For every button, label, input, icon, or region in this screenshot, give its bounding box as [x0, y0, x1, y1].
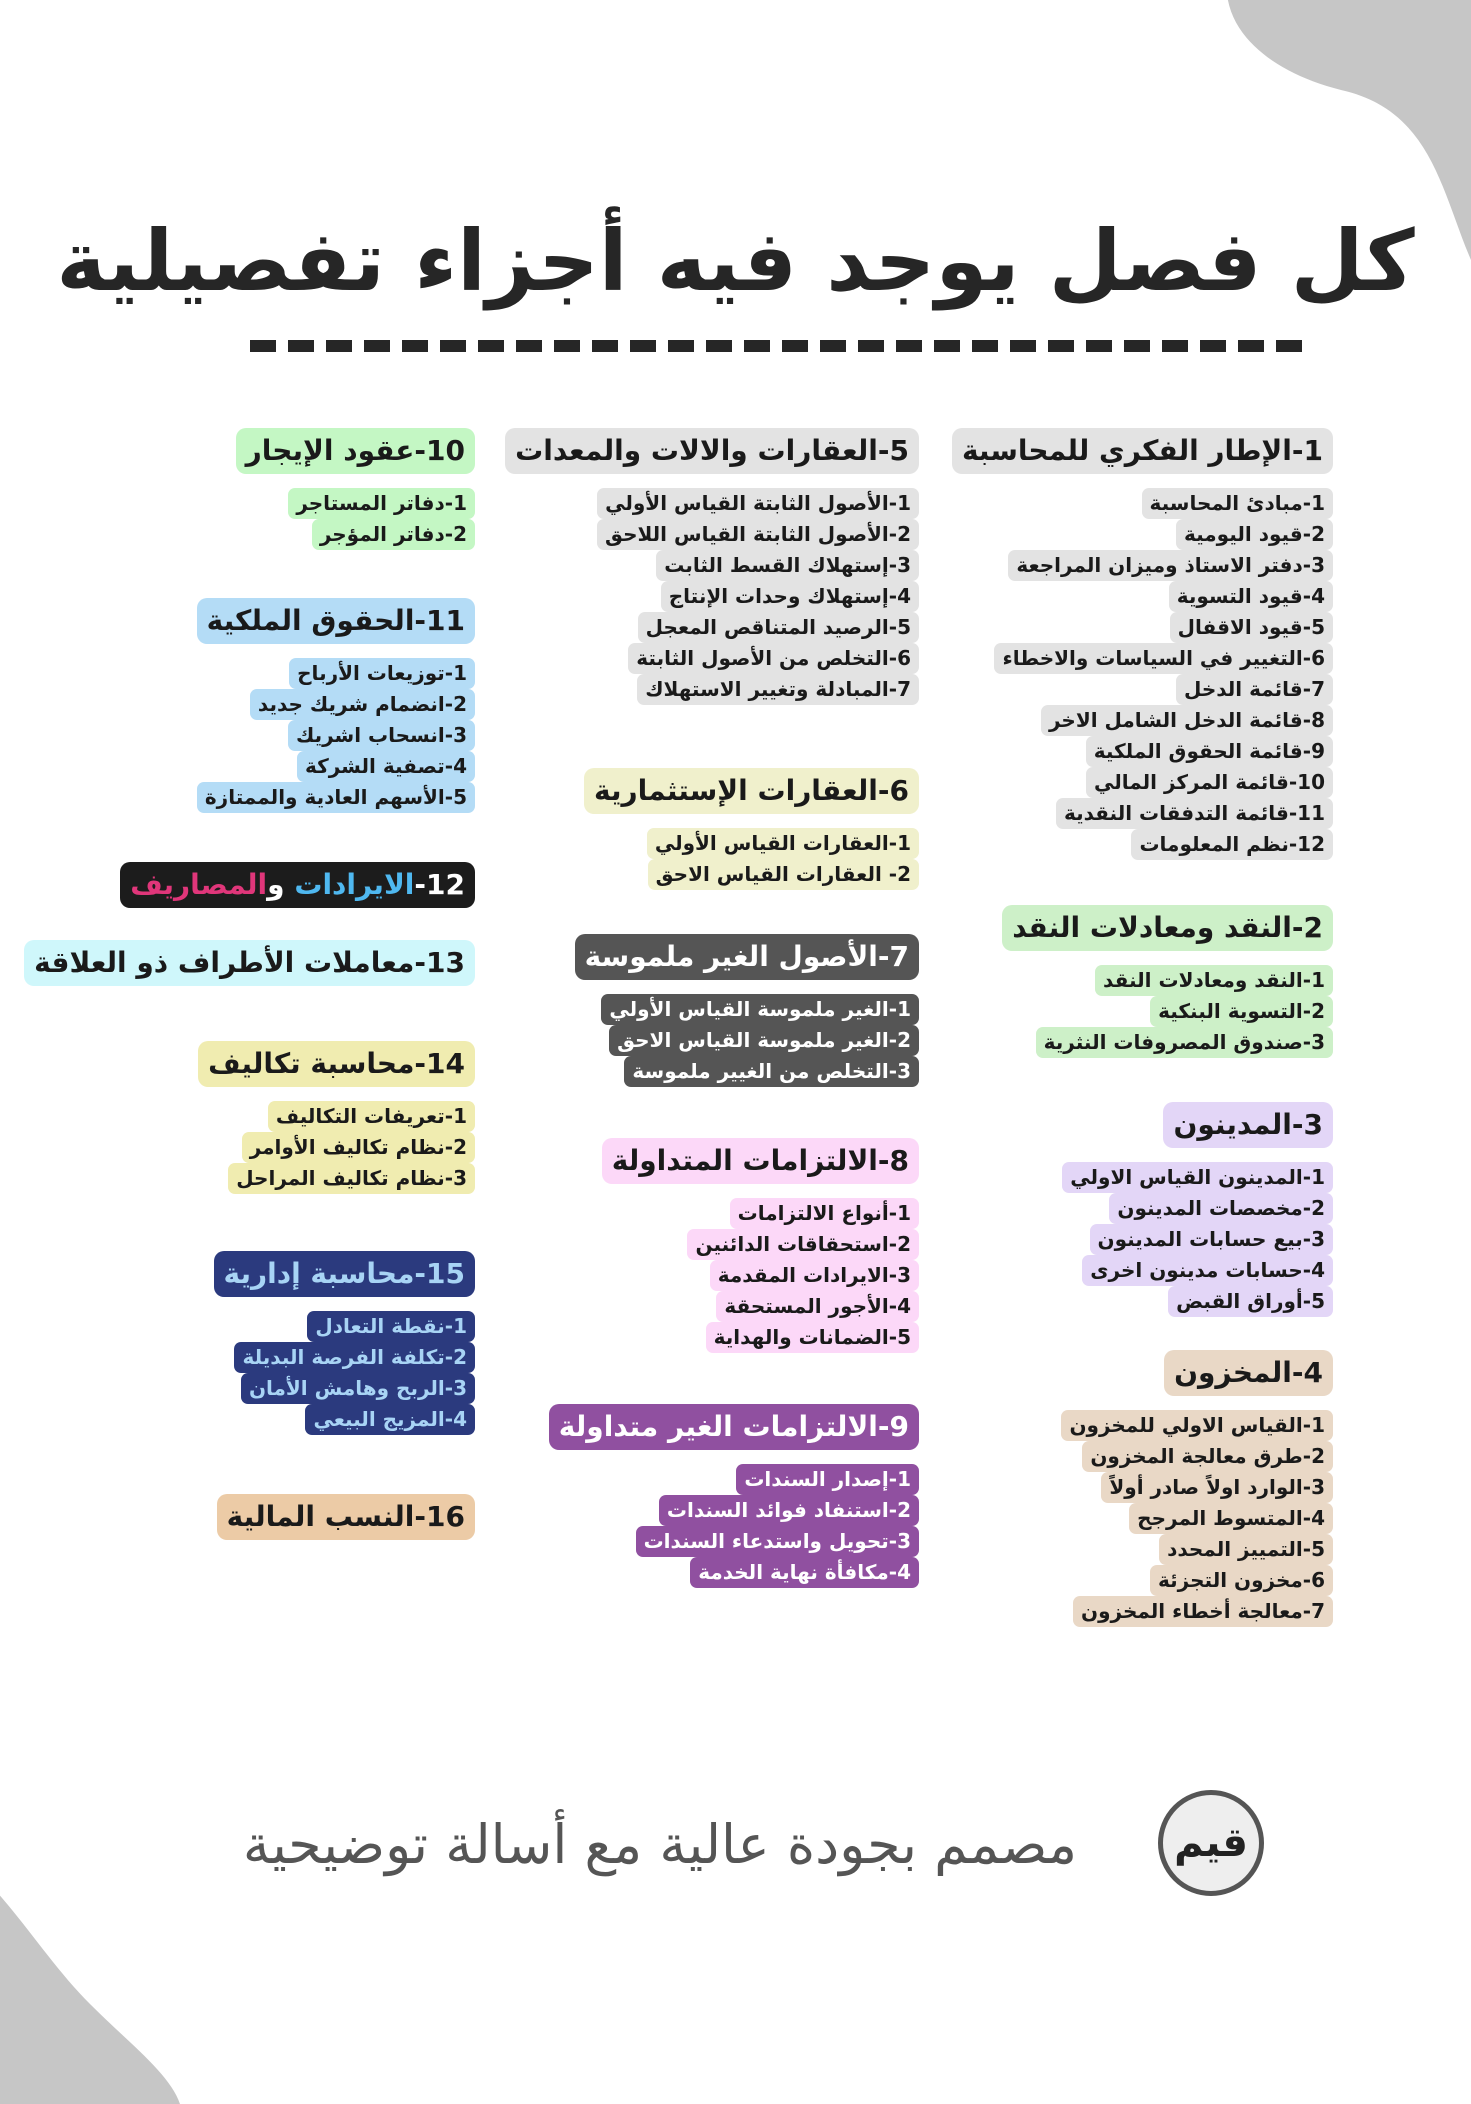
list-item: 4-المزيج البيعي — [305, 1404, 475, 1435]
list-item: 1-القياس الاولي للمخزون — [1061, 1410, 1333, 1441]
section-heading: 13-معاملات الأطراف ذو العلاقة — [24, 940, 475, 986]
section-7-intangible-assets — [575, 934, 919, 1087]
section-heading: 2-النقد ومعادلات النقد — [1002, 905, 1333, 951]
list-item: 3-تحويل واستدعاء السندات — [636, 1526, 919, 1557]
footer-tagline: مصمم بجودة عالية مع أسالة توضيحية — [242, 1813, 1078, 1876]
page-title: كل فصل يوجد فيه أجزاء تفصيلية — [56, 212, 1415, 310]
list-item: 2-الغير ملموسة القياس الاحق — [609, 1025, 919, 1056]
brand-logo — [1158, 1790, 1264, 1896]
heading-part-and: و — [267, 868, 295, 901]
section-16-financial-ratios — [217, 1494, 475, 1540]
list-item: 2-تكلفة الفرصة البديلة — [234, 1342, 475, 1373]
section-8-current-liabilities — [602, 1138, 919, 1353]
list-item: 1-العقارات القياس الأولي — [647, 828, 919, 859]
list-item: 2-انضمام شريك جديد — [250, 689, 475, 720]
list-item: 3-بيع حسابات المدينون — [1090, 1224, 1334, 1255]
heading-part-expenses: المصاريف — [130, 868, 268, 901]
list-item: 2- العقارات القياس الاحق — [648, 859, 919, 890]
list-item: 5-الرصيد المتناقص المعجل — [638, 612, 919, 643]
section-heading: 16-النسب المالية — [217, 1494, 475, 1540]
list-item: 2-نظام تكاليف الأوامر — [242, 1132, 475, 1163]
section-items — [952, 474, 1333, 856]
list-item: 8-قائمة الدخل الشامل الاخر — [1041, 705, 1333, 736]
section-heading: 1-الإطار الفكري للمحاسبة — [952, 428, 1333, 474]
list-item: 1-إصدار السندات — [736, 1464, 919, 1495]
list-item: 2-استنفاد فوائد السندات — [659, 1495, 919, 1526]
section-items — [1062, 1148, 1333, 1313]
list-item: 6-مخزون التجزئة — [1150, 1565, 1333, 1596]
section-heading: 4-المخزون — [1164, 1350, 1333, 1396]
list-item: 5-قيود الاقفال — [1170, 612, 1333, 643]
list-item: 2-التسوية البنكية — [1150, 996, 1333, 1027]
list-item: 7-معالجة أخطاء المخزون — [1073, 1596, 1333, 1627]
list-item: 1-دفاتر المستاجر — [288, 488, 475, 519]
section-3-debtors — [1062, 1102, 1333, 1317]
section-4-inventory — [1061, 1350, 1333, 1627]
section-heading: 7-الأصول الغير ملموسة — [575, 934, 919, 980]
section-items — [1061, 1396, 1333, 1623]
section-heading: 5-العقارات والالات والمعدات — [505, 428, 919, 474]
list-item: 1-المدينون القياس الاولي — [1062, 1162, 1333, 1193]
section-items — [575, 980, 919, 1083]
section-heading: 3-المدينون — [1163, 1102, 1333, 1148]
list-item: 3-صندوق المصروفات النثرية — [1036, 1027, 1333, 1058]
list-item: 3-الربح وهامش الأمان — [241, 1373, 475, 1404]
section-items — [197, 644, 475, 809]
list-item: 1-الأصول الثابتة القياس الأولي — [597, 488, 919, 519]
list-item: 5-الضمانات والهداية — [706, 1322, 919, 1353]
list-item: 2-مخصصات المدينون — [1109, 1193, 1333, 1224]
section-15-managerial-accounting — [214, 1251, 476, 1435]
section-items — [549, 1450, 919, 1584]
section-10-leases — [236, 428, 475, 550]
list-item: 3-نظام تكاليف المراحل — [228, 1163, 475, 1194]
section-heading: 15-محاسبة إدارية — [214, 1251, 476, 1297]
list-item: 4-المتسوط المرجح — [1129, 1503, 1333, 1534]
list-item: 7-المبادلة وتغيير الاستهلاك — [637, 674, 919, 705]
list-item: 9-قائمة الحقوق الملكية — [1086, 736, 1333, 767]
section-12-revenues-expenses — [120, 862, 475, 908]
list-item: 4-الأجور المستحقة — [716, 1291, 919, 1322]
section-11-equity — [197, 598, 475, 813]
list-item: 2-طرق معالجة المخزون — [1082, 1441, 1333, 1472]
section-5-property-equipment — [505, 428, 919, 705]
section-heading: 6-العقارات الإستثمارية — [584, 768, 919, 814]
list-item: 11-قائمة التدفقات النقدية — [1056, 798, 1333, 829]
section-items — [602, 1184, 919, 1349]
list-item: 7-قائمة الدخل — [1176, 674, 1333, 705]
list-item: 1-مبادئ المحاسبة — [1142, 488, 1334, 519]
section-heading: 14-محاسبة تكاليف — [198, 1041, 475, 1087]
section-items — [236, 474, 475, 546]
list-item: 1-تعريفات التكاليف — [268, 1101, 475, 1132]
list-item: 3-الوارد اولاً صادر أولاً — [1101, 1472, 1333, 1503]
section-9-noncurrent-liabilities — [549, 1404, 919, 1588]
list-item: 2-دفاتر المؤجر — [312, 519, 475, 550]
list-item: 4-إستهلاك وحدات الإنتاج — [661, 581, 919, 612]
list-item: 5-التمييز المحدد — [1159, 1534, 1333, 1565]
list-item: 2-الأصول الثابتة القياس اللاحق — [597, 519, 919, 550]
section-6-investment-property — [584, 768, 919, 890]
list-item: 6-التخلص من الأصول الثابتة — [628, 643, 919, 674]
list-item: 4-مكافأة نهاية الخدمة — [690, 1557, 919, 1588]
section-heading: 10-عقود الإيجار — [236, 428, 475, 474]
list-item: 3-إستهلاك القسط الثابت — [656, 550, 919, 581]
section-items — [584, 814, 919, 886]
section-1-conceptual-framework — [952, 428, 1333, 860]
list-item: 1-نقطة التعادل — [307, 1311, 475, 1342]
section-items — [1002, 951, 1333, 1054]
section-heading — [120, 862, 475, 908]
list-item: 6-التغيير في السياسات والاخطاء — [994, 643, 1333, 674]
list-item: 1-الغير ملموسة القياس الأولي — [601, 994, 919, 1025]
section-heading: 8-الالتزامات المتداولة — [602, 1138, 919, 1184]
list-item: 1-أنواع الالتزامات — [730, 1198, 919, 1229]
list-item: 1-توزيعات الأرباح — [289, 658, 475, 689]
list-item: 4-حسابات مدينون اخرى — [1082, 1255, 1333, 1286]
list-item: 2-قيود اليومية — [1176, 519, 1333, 550]
list-item: 1-النقد ومعادلات النقد — [1095, 965, 1333, 996]
decorative-blob-bottom-left — [0, 1874, 240, 2104]
section-2-cash — [1002, 905, 1333, 1058]
list-item: 4-تصفية الشركة — [297, 751, 475, 782]
list-item: 2-استحقاقات الدائنين — [687, 1229, 919, 1260]
section-heading: 11-الحقوق الملكية — [197, 598, 475, 644]
section-items — [198, 1087, 475, 1190]
list-item: 12-نظم المعلومات — [1131, 829, 1333, 860]
list-item: 3-التخلص من الغيير ملموسة — [624, 1056, 919, 1087]
section-number: 12- — [414, 868, 465, 901]
section-heading: 9-الالتزامات الغير متداولة — [549, 1404, 919, 1450]
list-item: 5-أوراق القبض — [1168, 1286, 1333, 1317]
brand-logo-text: قيم — [1174, 1820, 1248, 1866]
section-items — [505, 474, 919, 701]
list-item: 4-قيود التسوية — [1169, 581, 1333, 612]
list-item: 3-دفتر الاستاذ وميزان المراجعة — [1008, 550, 1333, 581]
section-14-cost-accounting — [198, 1041, 475, 1194]
list-item: 10-قائمة المركز المالي — [1086, 767, 1333, 798]
dashed-divider — [250, 340, 1312, 352]
list-item: 3-انسحاب اشريك — [288, 720, 475, 751]
list-item: 5-الأسهم العادية والممتازة — [197, 782, 475, 813]
section-items — [214, 1297, 476, 1431]
section-13-related-parties — [24, 940, 475, 986]
list-item: 3-الايرادات المقدمة — [710, 1260, 919, 1291]
heading-part-revenues: الايرادات — [294, 868, 415, 901]
